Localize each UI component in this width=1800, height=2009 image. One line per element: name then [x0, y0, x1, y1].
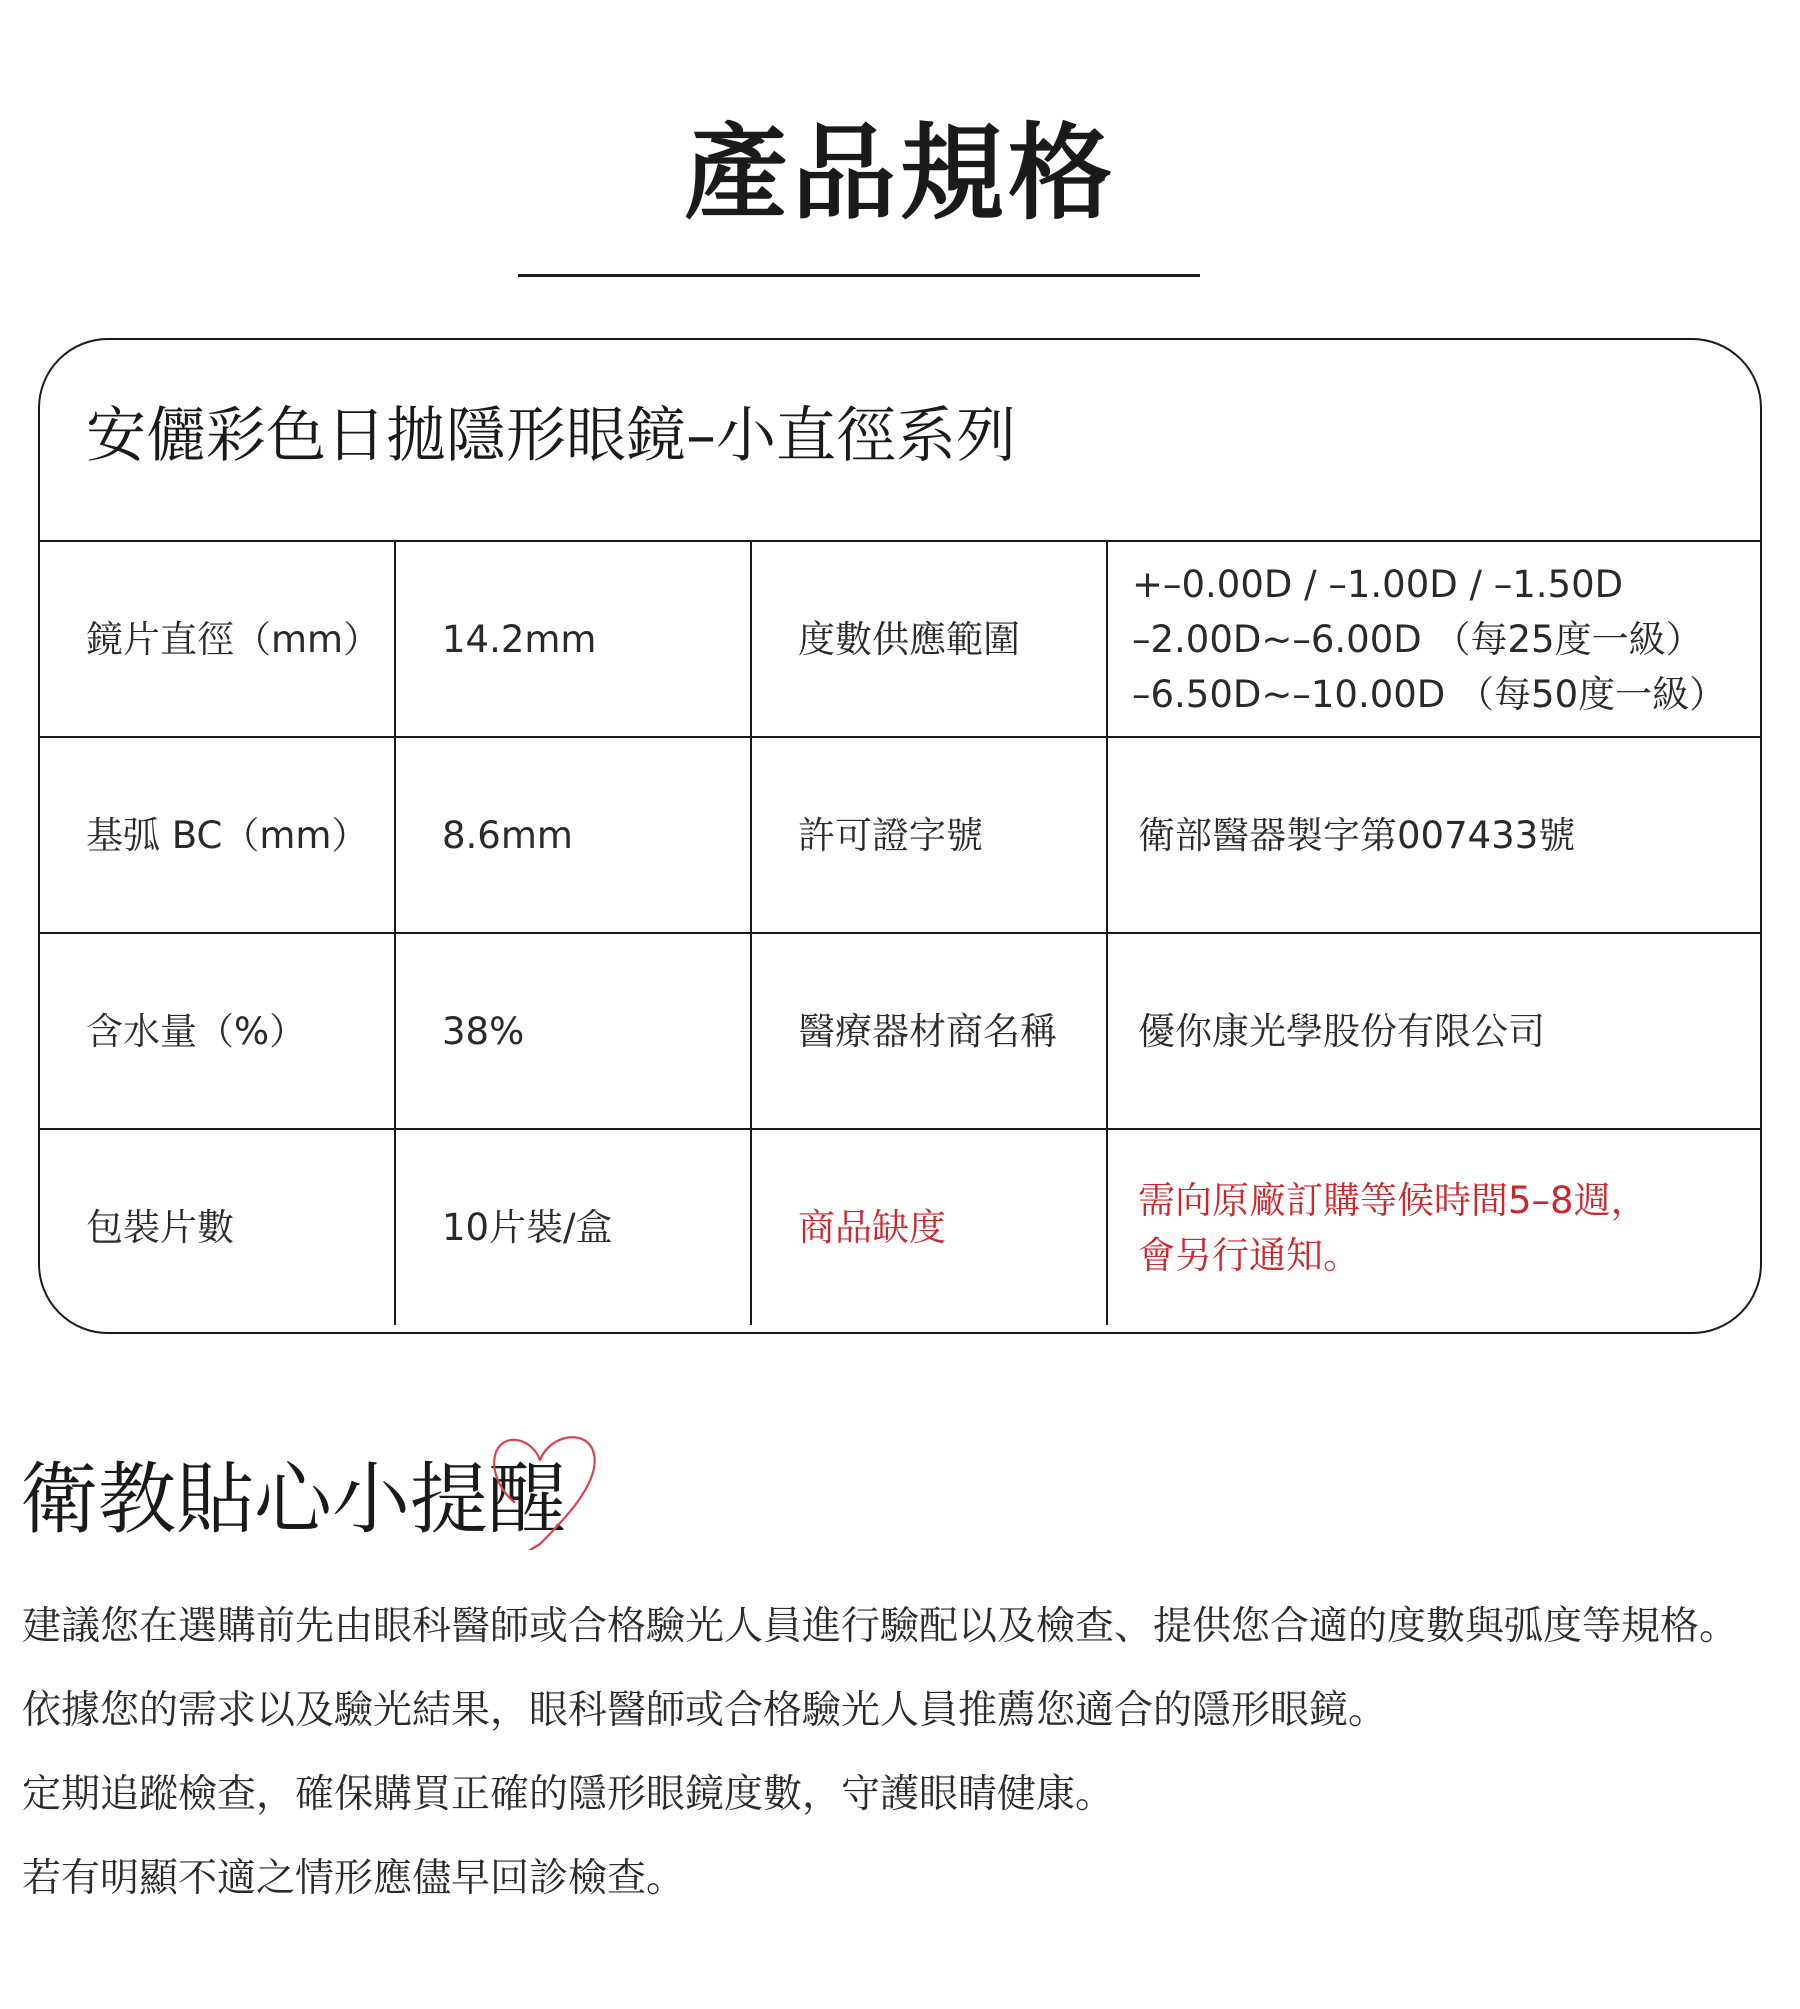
spec-value-manufacturer: 優你康光學股份有限公司	[1107, 933, 1760, 1129]
list-item: 若有明顯不適之情形應儘早回診檢查。	[22, 1856, 686, 1901]
spec-value: 14.2mm	[395, 541, 751, 737]
spec-value-out-of-stock-note	[1107, 1129, 1760, 1325]
title-underline	[518, 274, 1200, 277]
table-row	[40, 933, 1760, 1129]
spec-label: 包裝片數	[40, 1129, 395, 1325]
table-row	[40, 1129, 1760, 1325]
out-of-stock-line: 會另行通知。	[1138, 1233, 1360, 1277]
table-row	[40, 737, 1760, 933]
spec-label: 基弧 BC（mm）	[40, 737, 395, 933]
power-range-line: –2.00D~–6.00D （每25度一級）	[1132, 617, 1703, 661]
list-item: 定期追蹤檢查，確保購買正確的隱形眼鏡度數，守護眼睛健康。	[22, 1772, 1115, 1817]
tips-list	[22, 1585, 1738, 1921]
page-title: 產品規格	[683, 112, 1116, 234]
spec-value: 38%	[395, 933, 751, 1129]
spec-label: 鏡片直徑（mm）	[40, 541, 395, 737]
spec-label-out-of-stock: 商品缺度	[751, 1129, 1107, 1325]
product-name: 安儷彩色日拋隱形眼鏡–小直徑系列	[86, 401, 1016, 471]
table-row	[40, 541, 1760, 737]
spec-value: 8.6mm	[395, 737, 751, 933]
list-item: 依據您的需求以及驗光結果，眼科醫師或合格驗光人員推薦您適合的隱形眼鏡。	[22, 1688, 1388, 1733]
power-range-line: +–0.00D / –1.00D / –1.50D	[1132, 562, 1624, 606]
list-item: 建議您在選購前先由眼科醫師或合格驗光人員進行驗配以及檢查、提供您合適的度數與弧度等規格。	[22, 1604, 1739, 1649]
spec-label: 許可證字號	[751, 737, 1107, 933]
spec-table	[40, 540, 1760, 1325]
out-of-stock-line: 需向原廠訂購等候時間5–8週，	[1138, 1178, 1648, 1222]
power-range-line: –6.50D~–10.00D （每50度一級）	[1132, 672, 1727, 716]
spec-label: 含水量（%）	[40, 933, 395, 1129]
spec-value: 10片裝/盒	[395, 1129, 751, 1325]
spec-label: 醫療器材商名稱	[751, 933, 1107, 1129]
spec-value-power-range	[1107, 541, 1760, 737]
heart-outline-icon	[470, 1420, 610, 1550]
spec-label: 度數供應範圍	[751, 541, 1107, 737]
spec-card	[38, 338, 1762, 1334]
spec-value-license: 衛部醫器製字第007433號	[1107, 737, 1760, 933]
tips-heading: 衛教貼心小提醒	[20, 1455, 567, 1545]
